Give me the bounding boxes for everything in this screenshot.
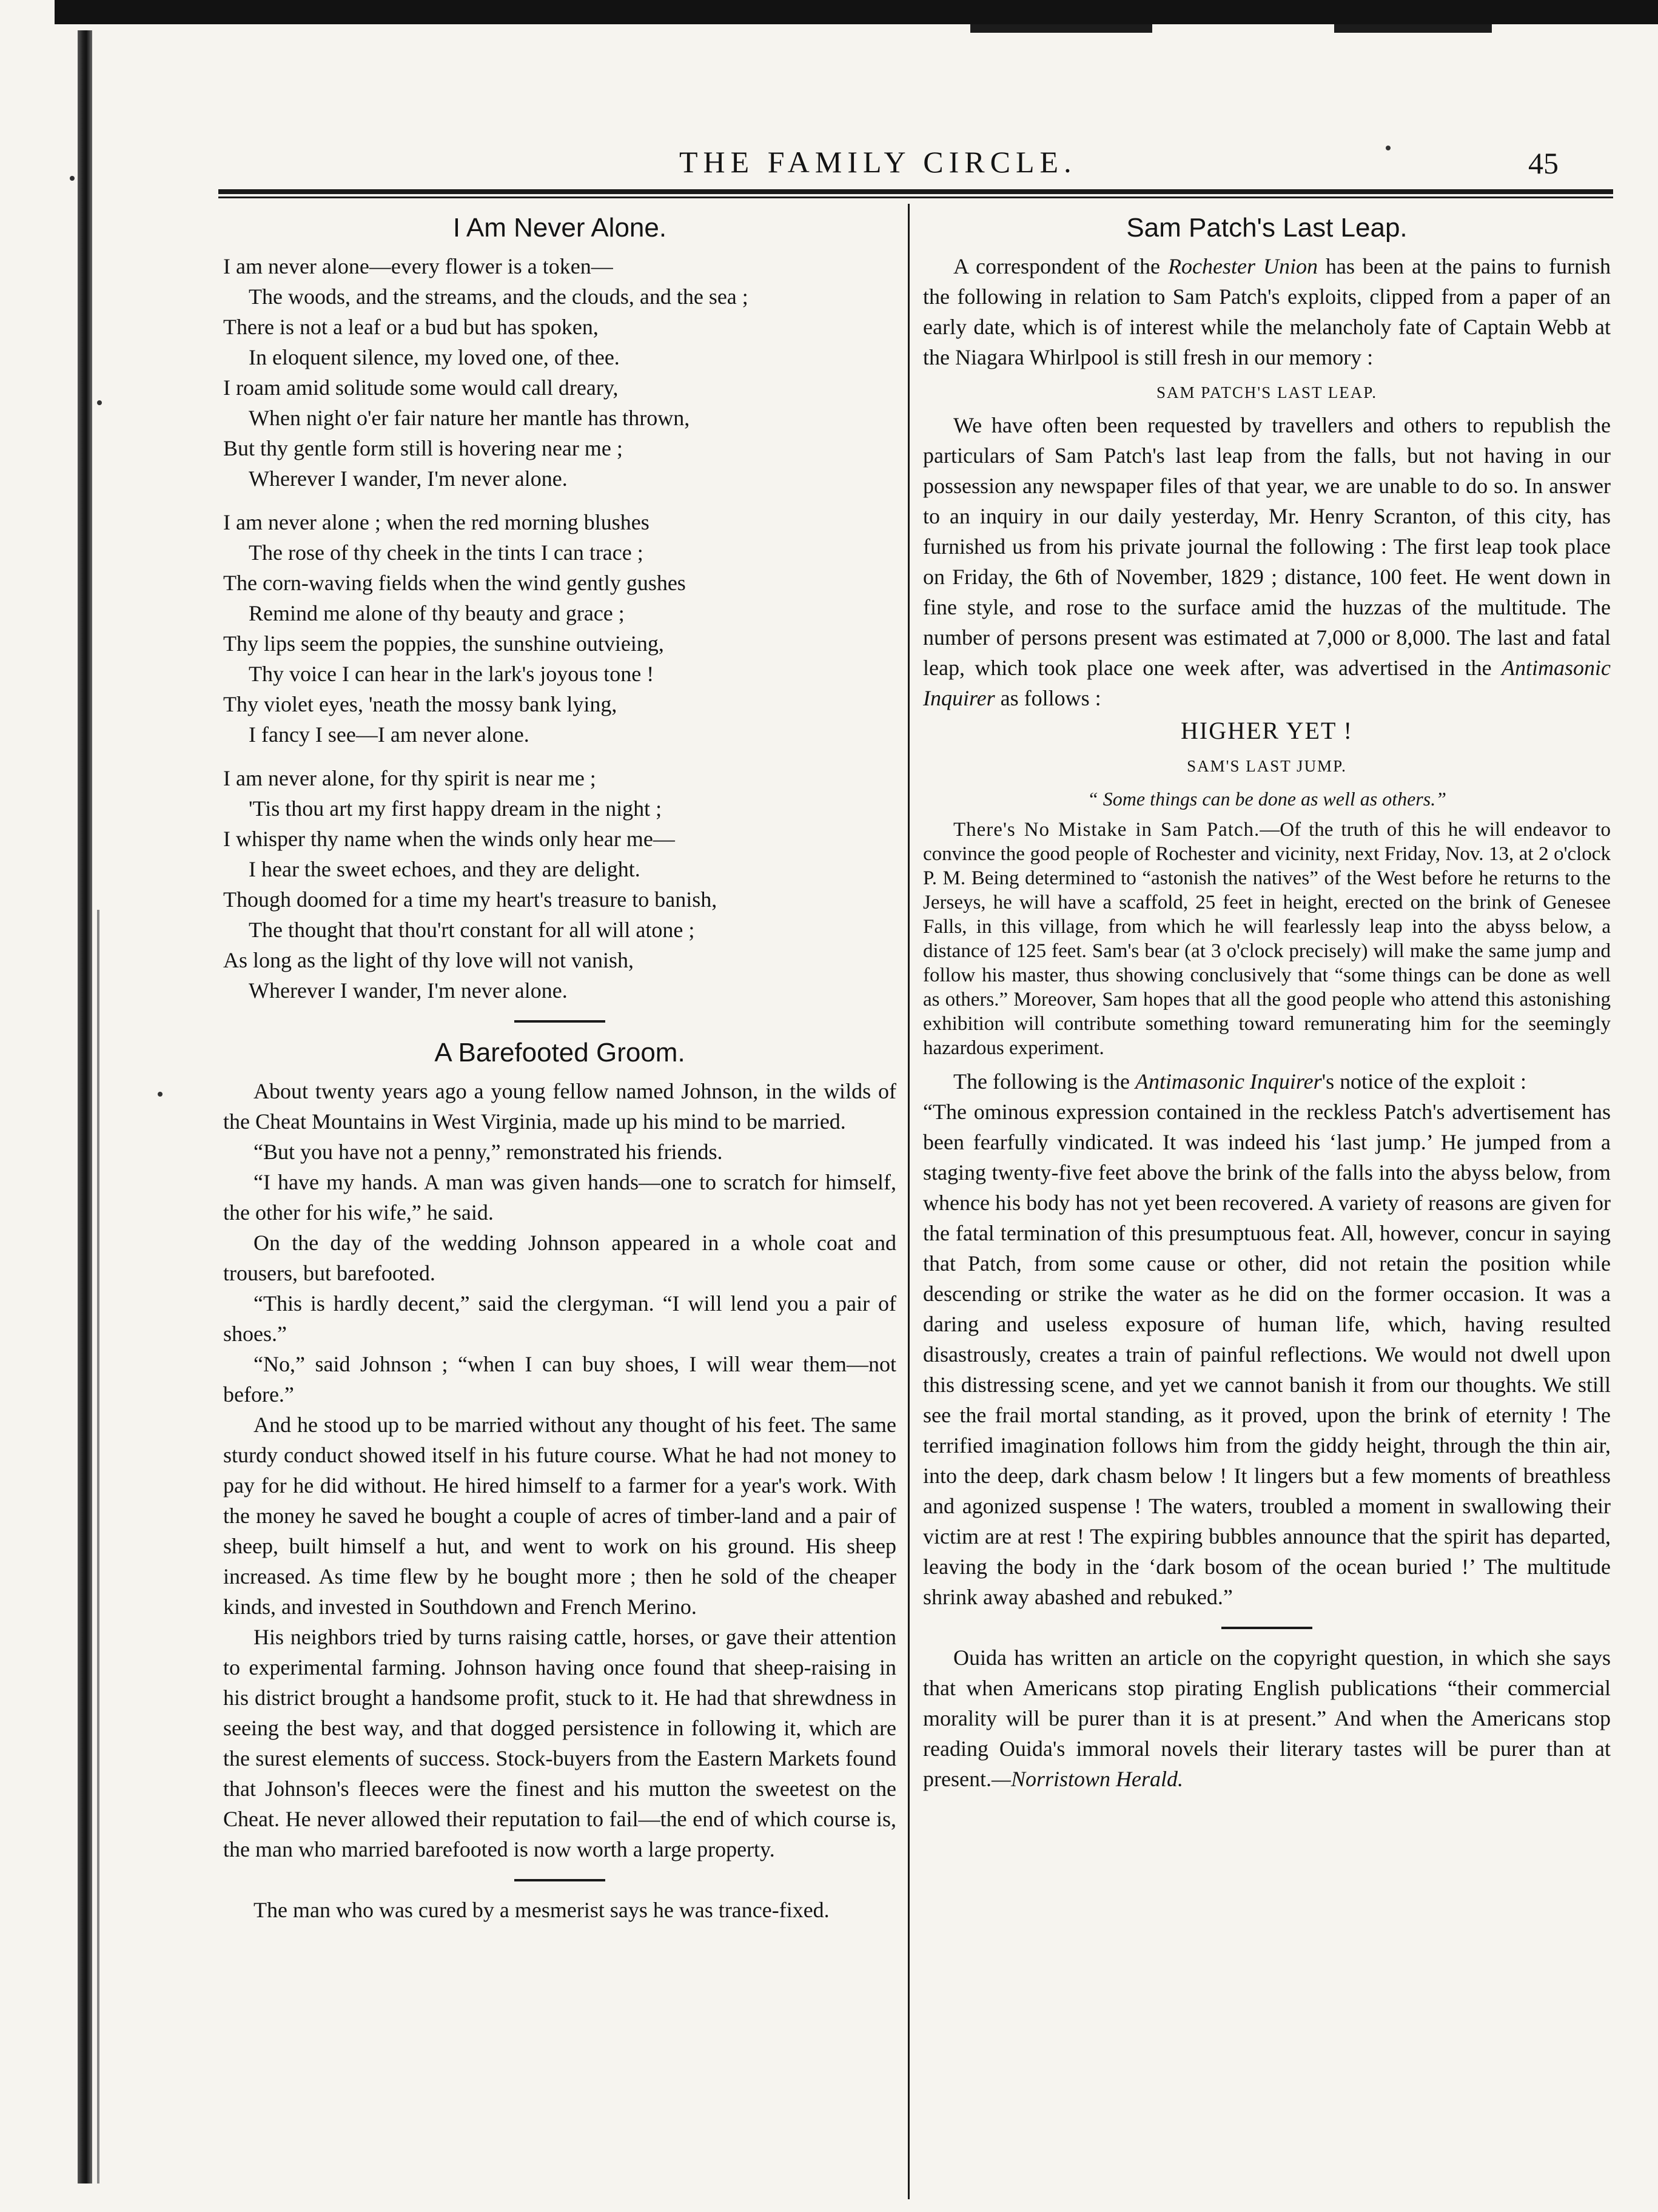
groom-paragraph: His neighbors tried by turns raising cattle, horses, or gave their attention to experimental farming. Johnson having once found that sheep-raising in his district brought a handsome profit, stuck to it. He had that shrewdness in seeing the best way, and that dogged persistence in following it, which are the surest elements of success. Stock-buyers from the Eastern Markets found that Johnson's fleeces were the finest and his mutton the sweetest on the Cheat. He never allowed their reputation to fail—the end of which course is, the man who married barefooted is now worth a large property. <box>223 1625 896 1861</box>
left-column <box>223 206 896 1925</box>
poem-line: I roam amid solitude some would call dreary, <box>223 375 619 400</box>
groom-paragraph: And he stood up to be married without any thought of his feet. The same sturdy conduct showed itself in his future course. What he had not money to pay for he did without. He hired himself to a farmer for a year's work. With the money he saved he bought a couple of acres of timber-land and a pair of sheep, built himself a hut, and went to work on his ground. His sheep increased. As time flew by he bought more ; then he sold of the cheaper kinds, and invested in Southdown and French Merino. <box>223 1413 896 1619</box>
poem-line: Wherever I wander, I'm never alone. <box>249 466 568 491</box>
page-number: 45 <box>1528 146 1559 180</box>
ouida-text: Ouida has written an article on the copyright question, in which she says that when Americans stop pirating English publications “their commercial morality will be purer than it is at present.” And when the Americans stop reading Ouida's immoral novels their literary tastes will be purer than at present. <box>923 1646 1611 1791</box>
poem-line: 'Tis thou art my first happy dream in the night ; <box>249 796 662 821</box>
header-rule <box>218 189 1613 194</box>
poem-line: I hear the sweet echoes, and they are delight. <box>249 857 640 881</box>
poem-line: The corn-waving fields when the wind gently gushes <box>223 571 686 595</box>
poem-line: Though doomed for a time my heart's treasure to banish, <box>223 887 717 912</box>
header-rule-thin <box>218 197 1613 198</box>
sam-patch-intro <box>923 251 1611 372</box>
poem-line: Thy lips seem the poppies, the sunshine outvieing, <box>223 631 664 656</box>
poem-line: When night o'er fair nature her mantle has thrown, <box>249 406 690 430</box>
reprint-heading: SAM PATCH'S LAST LEAP. <box>1156 383 1377 402</box>
poem-line: I am never alone—every flower is a token— <box>223 254 613 278</box>
poem-stanza <box>223 763 896 1006</box>
poem-line: Remind me alone of thy beauty and grace ; <box>249 601 625 625</box>
poem-line: But thy gentle form still is hovering near me ; <box>223 436 623 460</box>
top-print-bar <box>55 0 1658 24</box>
section-rule <box>514 1879 605 1881</box>
margin-speck <box>158 1092 163 1097</box>
top-print-bar-edge <box>1334 24 1492 33</box>
poem-line: I am never alone, for thy spirit is near me ; <box>223 766 596 790</box>
newspaper-name: Antimasonic Inquirer <box>1135 1069 1322 1094</box>
groom-paragraph: “But you have not a penny,” remonstrated his friends. <box>253 1140 723 1164</box>
poem-line: I fancy I see—I am never alone. <box>249 722 529 747</box>
margin-speck <box>70 176 75 181</box>
poem-stanza <box>223 507 896 750</box>
ad-heading: HIGHER YET ! <box>1181 717 1353 744</box>
sam-patch-title: Sam Patch's Last Leap. <box>1126 213 1408 243</box>
poem-line: The thought that thou'rt constant for all will atone ; <box>249 918 695 942</box>
poem-title: I Am Never Alone. <box>452 213 667 243</box>
poem-line: In eloquent silence, my loved one, of thee. <box>249 345 620 369</box>
poem-line: As long as the light of thy love will not vanish, <box>223 948 634 972</box>
reprint-paragraph <box>923 410 1611 713</box>
ad-motto: “ Some things can be done as well as others.” <box>1087 788 1446 810</box>
groom-paragraph: “No,” said Johnson ; “when I can buy shoes, I will wear them—not before.” <box>223 1352 896 1407</box>
notice-intro-text: The following is the <box>953 1069 1135 1094</box>
margin-speck <box>97 400 102 405</box>
poem <box>223 251 896 1006</box>
groom-paragraph: On the day of the wedding Johnson appeared in a whole coat and trousers, but barefooted. <box>223 1231 896 1285</box>
ouida-source: —Norristown Herald. <box>991 1767 1184 1791</box>
newspaper-name: Rochester Union <box>1168 254 1318 278</box>
poem-line: The rose of thy cheek in the tints I can trace ; <box>249 540 643 565</box>
ouida-paragraph <box>923 1642 1611 1794</box>
poem-line: I am never alone ; when the red morning blushes <box>223 510 649 534</box>
newspaper-name: Antimasonic Inquirer <box>923 656 1611 710</box>
groom-article <box>223 1076 896 1864</box>
binding-line <box>97 910 99 2183</box>
section-rule <box>1221 1627 1312 1629</box>
ad-text: —Of the truth of this he will endeavor to convince the good people of Rochester and vicinity, next Friday, Nov. 13, at 2 o'clock P. M. Being determined to “astonish the natives” of the West before he returns to the Jerseys, he will have a scaffold, 25 feet in height, erected on the brink of Genesee Falls, in this village, from which he will fearlessly leap into the abyss below, a distance of 125 feet. Sam's bear (at 3 o'clock precisely) will make the same jump and follow his master, thus showing conclusively that “some things can be done as well as others.” Moreover, Sam hopes that all the good people who attend this astonishing exhibition will contribute something toward remunerating him for the seemingly hazardous experiment. <box>923 819 1611 1059</box>
groom-title: A Barefooted Groom. <box>434 1038 685 1067</box>
notice-quote: “The ominous expression contained in the reckless Patch's advertisement has been fearfully vindicated. It was indeed his ‘last jump.’ He jumped from a staging twenty-five feet above the brink of the falls into the abyss below, from whence his body has not yet been recovered. A variety of reasons are given for the fatal termination of this presumptuous feat. All, however, concur in saying that Patch, from some cause or other, did not retain the position while descending or strike the water as he did on the former occasion. It was a daring and useless exposure of human life, which, having resulted disastrously, creates a train of painful reflections. We would not dwell upon this distressing scene, and yet we cannot banish it from our thoughts. We still see the frail mortal standing, as it proved, upon the brink of eternity ! The terrified imagination follows him from the giddy height, through the thin air, into the deep, dark chasm below ! It lingers but a few moments of breathless and agonized suspense ! The waters, troubled a moment in swallowing their victim are at rest ! The expiring bubbles announce that the spirit has departed, leaving the body in the ‘dark bosom of the ocean buried !’ The multitude shrink away abashed and rebuked.” <box>923 1100 1611 1609</box>
notice-intro-text: 's notice of the exploit : <box>1321 1069 1527 1094</box>
poem-line: Thy voice I can hear in the lark's joyous tone ! <box>249 662 654 686</box>
poem-line: There is not a leaf or a bud but has spoken, <box>223 315 599 339</box>
poem-line: Wherever I wander, I'm never alone. <box>249 978 568 1003</box>
groom-paragraph: “I have my hands. A man was given hands—one to scratch for himself, the other for his wife,” he said. <box>223 1170 896 1225</box>
poem-line: Thy violet eyes, 'neath the mossy bank lying, <box>223 692 617 716</box>
reprint-text: as follows : <box>995 686 1101 710</box>
column-divider <box>908 204 910 2199</box>
running-head: THE FAMILY CIRCLE. <box>679 145 1077 179</box>
poem-line: I whisper thy name when the winds only hear me— <box>223 827 675 851</box>
ad-body <box>923 818 1611 1060</box>
ad-subheading: SAM'S LAST JUMP. <box>1187 757 1347 775</box>
groom-paragraph: About twenty years ago a young fellow named Johnson, in the wilds of the Cheat Mountains in West Virginia, made up his mind to be married. <box>223 1079 896 1134</box>
reprint-text: We have often been requested by travellers and others to republish the particulars of Sam Patch's last leap from the falls, but not having in our possession any newspaper files of that year, we are unable to do so. In answer to an inquiry in our daily yesterday, Mr. Henry Scranton, of this city, has furnished us from his private journal the following : The first leap took place on Friday, the 6th of November, 1829 ; distance, 100 feet. He went down in fine style, and rose to the surface amid the huzzas of the multitude. The number of persons present was estimated at 7,000 or 8,000. The last and fatal leap, which took place one week after, was advertised in the <box>923 413 1611 680</box>
intro-text: has been at the pains to furnish the following in relation to Sam Patch's exploits, clipped from a paper of an early date, which is of interest while the melancholy fate of Captain Webb at the Niagara Whirlpool is still fresh in our memory : <box>923 254 1611 369</box>
top-print-bar-edge <box>970 24 1152 33</box>
intro-text: A correspondent of the <box>953 254 1168 278</box>
binding-edge <box>78 30 92 2183</box>
section-rule <box>514 1020 605 1023</box>
poem-line: The woods, and the streams, and the clouds, and the sea ; <box>249 284 748 309</box>
groom-paragraph: “This is hardly decent,” said the clergyman. “I will lend you a pair of shoes.” <box>223 1291 896 1346</box>
poem-stanza <box>223 251 896 494</box>
right-column <box>923 206 1611 1794</box>
margin-speck <box>1386 146 1391 150</box>
mesmerist-paragraph: The man who was cured by a mesmerist says he was trance-fixed. <box>253 1898 830 1922</box>
notice-intro <box>923 1066 1611 1097</box>
ad-lead: There's No Mistake in Sam Patch. <box>953 819 1260 841</box>
